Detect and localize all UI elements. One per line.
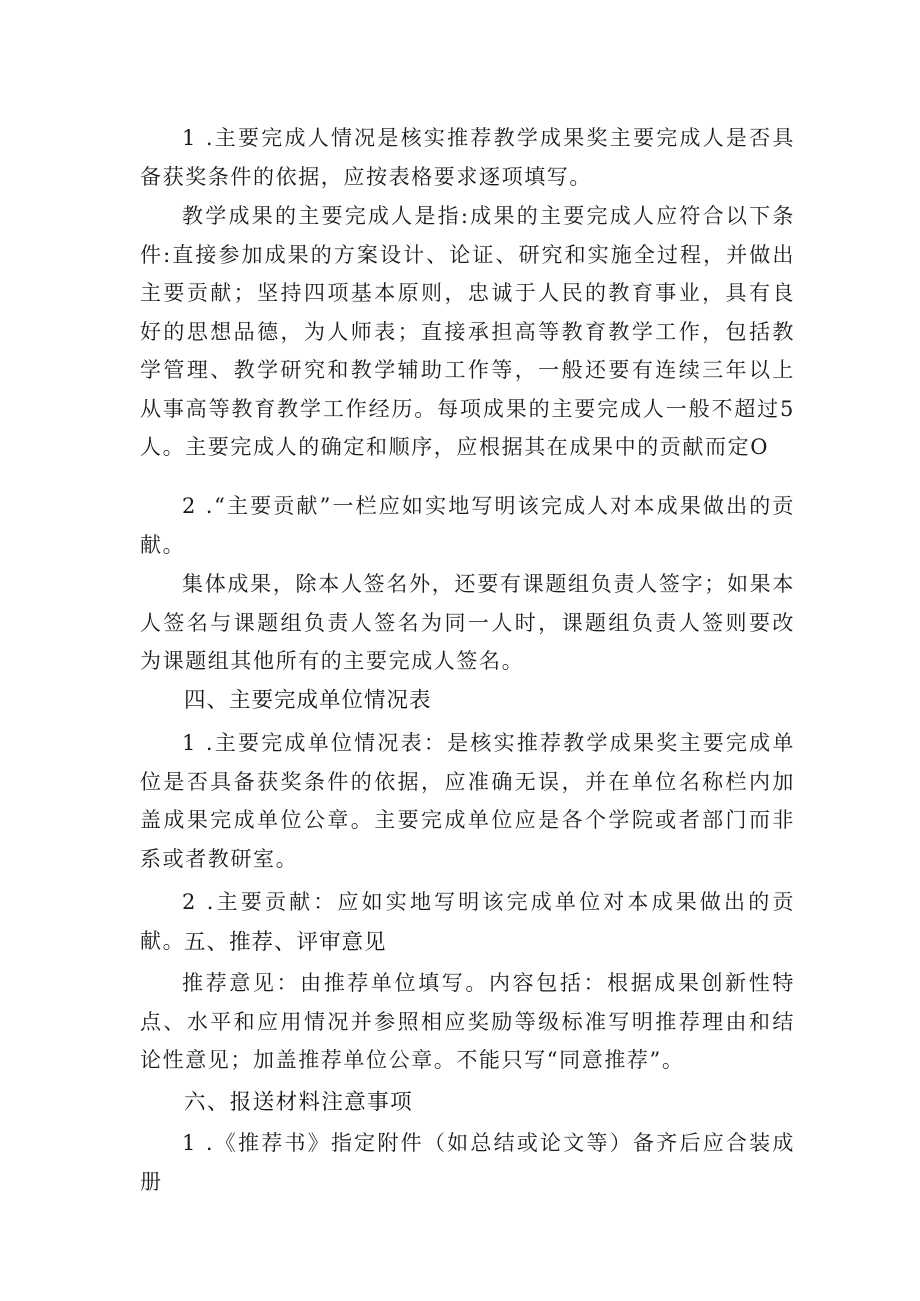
paragraph-main-unit-table: 1 .主要完成单位情况表：是核实推荐教学成果奖主要完成单位是否具备获奖条件的依据，应准确无误，并在单位名称栏内加盖成果完成单位公章。主要完成单位应是各个学院或者部门而非系或者教研室。 [140,731,795,871]
paragraph-main-contribution-column: 2 .“主要贡献”一栏应如实地写明该完成人对本成果做出的贡献。 [140,494,795,557]
paragraph-main-completer-definition: 教学成果的主要完成人是指:成果的主要完成人应符合以下条件:直接参加成果的方案设计、论证、研究和实施全过程，并做出主要贡献；坚持四项基本原则，忠诚于人民的教育事业，具有良好的思想品德，为人师表；直接承担高等教育教学工作，包括教学管理、教学研究和教学辅助工作等，一般还要有连续三年以上从事高等教育教学工作经历。每项成果的主要完成人一般不超过5人。主要完成人的确定和顺序，应根据其在成果中的贡献而定O [140,204,795,459]
paragraph-attachment-binding: 1 .《推荐书》指定附件（如总结或论文等）备齐后应合装成册 [140,1131,795,1194]
paragraph-recommendation-opinion: 推荐意见：由推荐单位填写。内容包括：根据成果创新性特点、水平和应用情况并参照相应奖励等级标准写明推荐理由和结论性意见；加盖推荐单位公章。不能只写“同意推荐”。 [140,971,795,1072]
paragraph-collective-achievement: 集体成果，除本人签名外，还要有课题组负责人签字；如果本人签名与课题组负责人签名为同一人时，课题组负责人签则要改为课题组其他所有的主要完成人签名。 [140,572,795,673]
paragraph-unit-contribution: 2 .主要贡献：应如实地写明该完成单位对本成果做出的贡献。 [140,890,795,953]
section-heading-6: 六、报送材料注意事项 [184,1090,414,1115]
paragraph-main-completer-info: 1 .主要完成人情况是核实推荐教学成果奖主要完成人是否具备获奖条件的依据，应按表格要求逐项填写。 [140,126,795,189]
section-heading-5: 五、推荐、评审意见 [184,930,387,955]
section-heading-4: 四、主要完成单位情况表 [184,688,432,713]
